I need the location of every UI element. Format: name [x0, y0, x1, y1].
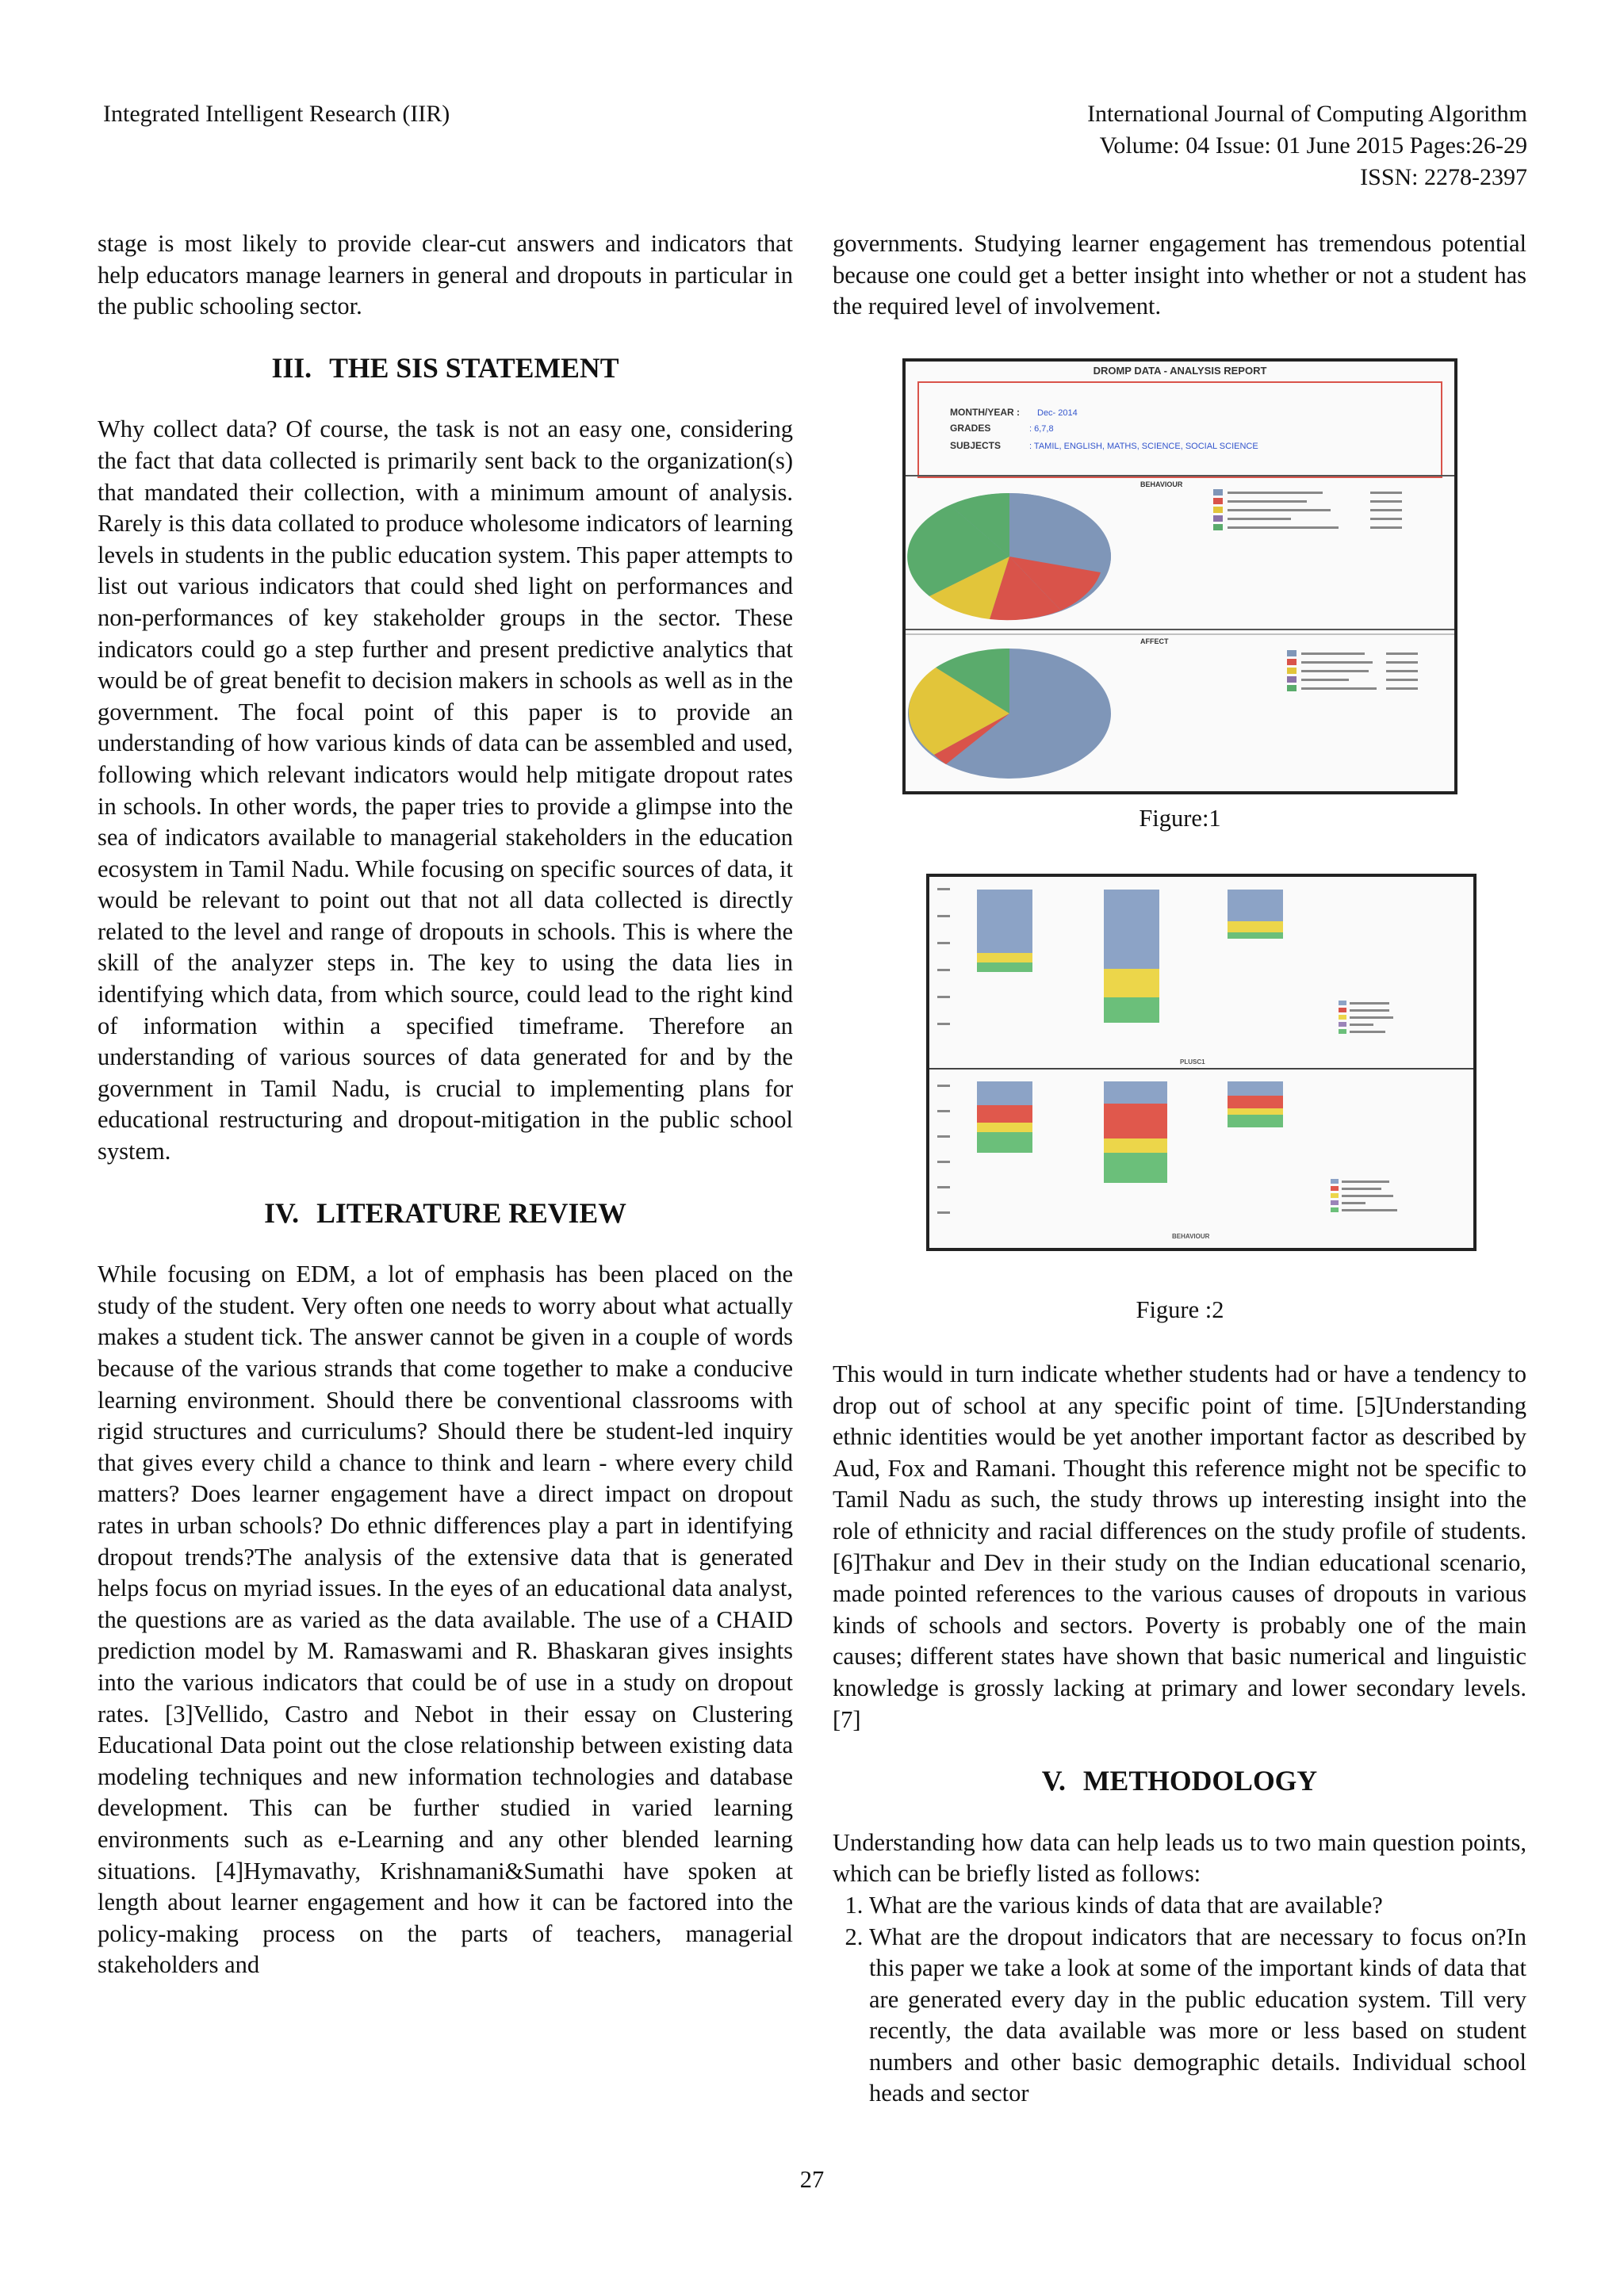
- section-number: IV.: [264, 1196, 300, 1229]
- journal-name: International Journal of Computing Algorithm: [1087, 101, 1527, 127]
- bar-segment: [977, 890, 1032, 953]
- bar-segment: [1104, 1153, 1167, 1183]
- right-column-bottom: [833, 1359, 1526, 2110]
- affect-label: AFFECT: [1140, 637, 1169, 645]
- figure-1-image: [902, 358, 1457, 794]
- figure-1-caption: Figure:1: [1139, 805, 1221, 832]
- journal-info: [1087, 98, 1527, 193]
- bar-segment: [1104, 1138, 1167, 1153]
- bar-segment: [1104, 890, 1159, 969]
- bar-segment: [1104, 997, 1159, 1007]
- section-title: METHODOLOGY: [1082, 1765, 1318, 1797]
- bar-segment: [1228, 1115, 1283, 1127]
- journal-publisher: Integrated Intelligent Research (IIR): [103, 101, 450, 127]
- bar-segment: [1104, 983, 1159, 997]
- journal-volume: Volume: 04 Issue: 01 June 2015 Pages:26-29: [1099, 132, 1527, 159]
- figure-1: [902, 358, 1457, 798]
- bar-segment: [977, 962, 1032, 972]
- bar-segment: [1228, 1081, 1283, 1096]
- section-title: THE SIS STATEMENT: [329, 351, 619, 384]
- after-figures-paragraph: This would in turn indicate whether students had or have a tendency to drop out of school at any specific point of time. [5]Understanding ethnic identities would be yet another important factor as described by Aud, Fox and Ramani. Thought this reference might not be specific to Tamil Nadu as such, the study throws up interesting insight into the role of ethnicity and racial differences on the study profile of students.[6]Thakur and Dev in their study on the Indian educational scenario, made pointed references to the various causes of dropouts in various kinds of schools and sectors. Poverty is probably one of the main causes; different states have shown that basic numerical and linguistic knowledge is grossly lacking at primary and lower secondary levels. [7]: [833, 1360, 1526, 1733]
- bottom-panel-label: BEHAVIOUR: [1172, 1233, 1210, 1240]
- section-heading-4: [98, 1198, 793, 1230]
- top-panel-label: PLUSC1: [1180, 1058, 1205, 1066]
- page-number: 27: [799, 2166, 825, 2193]
- grades-value: : 6,7,8: [1029, 424, 1054, 434]
- bar-segment: [977, 1081, 1032, 1105]
- left-column: [98, 228, 793, 1981]
- bar-segment: [977, 1105, 1032, 1123]
- section-title: LITERATURE REVIEW: [316, 1196, 626, 1229]
- section-heading-5: [833, 1766, 1526, 1797]
- month-label: MONTH/YEAR :: [950, 407, 1020, 418]
- month-value: Dec- 2014: [1037, 408, 1078, 418]
- intro-paragraph-right: governments. Studying learner engagement has tremendous potential because one could get a better insight into whether or not a student has the required level of involvement.: [833, 230, 1526, 320]
- bar-segment: [1228, 890, 1283, 921]
- grades-label: GRADES: [950, 423, 991, 434]
- behaviour-label: BEHAVIOUR: [1140, 480, 1183, 488]
- bar-segment: [1104, 1007, 1159, 1023]
- bar-segment: [977, 1123, 1032, 1132]
- bar-segment: [1104, 969, 1159, 983]
- behaviour-pie-chart: [907, 493, 1111, 620]
- figure-2: [926, 874, 1477, 1255]
- section-3-paragraph: Why collect data? Of course, the task is not an easy one, considering the fact that data collected is primarily sent back to the organization(s) that mandated their collection, with a minimum amount of analysis. Rarely is this data collated to produce wholesome indicators of learning levels in students in the public education system. This paper attempts to list out various indicators that could shed light on performances and non-performances of key stakeholder groups in the sector. These indicators could go a step further and present predictive analytics that would be of great benefit to decision makers in schools as well as in the government. The focal point of this paper is to provide an understanding of how various kinds of data can be assembled and used, following which relevant indicators would help mitigate dropout rates in schools. In other words, the paper tries to provide a glimpse into the sea of indicators available to managerial stakeholders in the education ecosystem in Tamil Nadu. While focusing on specific sources of data, it would be relevant to point out that not all data collected is directly related to the level and range of dropouts in schools. This is where the skill of the analyzer steps in. The key to using the data lies in identifying which data, from which source, could lead to the right kind of information within a specified timeframe. Therefore an understanding of various sources of data generated for and by the government in Tamil Nadu, is crucial to implementing plans for educational restructuring and dropout-mitigation in the public school system.: [98, 415, 793, 1165]
- figure-1-title: DROMP DATA - ANALYSIS REPORT: [1093, 365, 1267, 377]
- bar-segment: [977, 953, 1032, 962]
- bar-segment: [1228, 1096, 1283, 1108]
- section-4-paragraph: While focusing on EDM, a lot of emphasis has been placed on the study of the student. Very often one needs to worry about what actually makes a student tick. The answer cannot be given in a couple of words because of the various strands that come together to make a conducive learning environment. Should there be conventional classrooms with rigid structures and curriculums? Should there be student-led inquiry that gives every child a chance to think and learn - where every child matters? Does learner engagement have a direct impact on dropout rates in urban schools? Do ethnic differences play a part in identifying dropout trends?The analysis of the extensive data that is generated helps focus on myriad issues. In the eyes of an educational data analyst, the questions are as varied as the data available. The use of a CHAID prediction model by M. Ramaswami and R. Bhaskaran gives insights into the various indicators that could be of use in a study on dropout rates. [3]Vellido, Castro and Nebot in their essay on Clustering Educational Data point out the close relationship between existing data modeling techniques and new information technologies and database development. This can be further studied in varied learning environments such as e-Learning and any other blended learning situations. [4]Hymavathy, Krishnamani&Sumathi have spoken at length about learner engagement and how it can be factored into the policy-making process on the parts of teachers, managerial stakeholders and: [98, 1261, 793, 1979]
- bar-segment: [977, 1132, 1032, 1153]
- list-item: 1. What are the various kinds of data that are available?: [869, 1890, 1526, 1922]
- subjects-value: : TAMIL, ENGLISH, MATHS, SCIENCE, SOCIAL SCIENCE: [1029, 442, 1258, 451]
- bar-segment: [1104, 1081, 1167, 1104]
- affect-pie-chart: [908, 649, 1111, 779]
- bar-segment: [1228, 1108, 1283, 1115]
- list-item: 2. What are the dropout indicators that are necessary to focus on?In this paper we take a look at some of the important kinds of data that are generated every day in the public education system. Till very recently, the data available was more or less based on student numbers and other basic demographic details. Individual school heads and sector: [869, 1922, 1526, 2110]
- intro-paragraph-left: stage is most likely to provide clear-cut answers and indicators that help educators manage learners in general and dropouts in particular in the public schooling sector.: [98, 230, 793, 320]
- bar-segment: [1228, 921, 1283, 932]
- question-list: [833, 1890, 1526, 2110]
- bar-segment: [1228, 932, 1283, 939]
- journal-issn: ISSN: 2278-2397: [1360, 164, 1527, 190]
- figure-2-image: [926, 874, 1477, 1251]
- section-5-paragraph: Understanding how data can help leads us to two main question points, which can be briefly listed as follows:: [833, 1828, 1526, 1888]
- bar-segment: [1104, 1104, 1167, 1138]
- section-number: III.: [271, 351, 312, 384]
- figure-2-caption: Figure :2: [1136, 1296, 1224, 1323]
- section-number: V.: [1041, 1765, 1066, 1797]
- subjects-label: SUBJECTS: [950, 440, 1002, 451]
- section-heading-3: [98, 353, 793, 385]
- right-column-top: [833, 228, 1526, 323]
